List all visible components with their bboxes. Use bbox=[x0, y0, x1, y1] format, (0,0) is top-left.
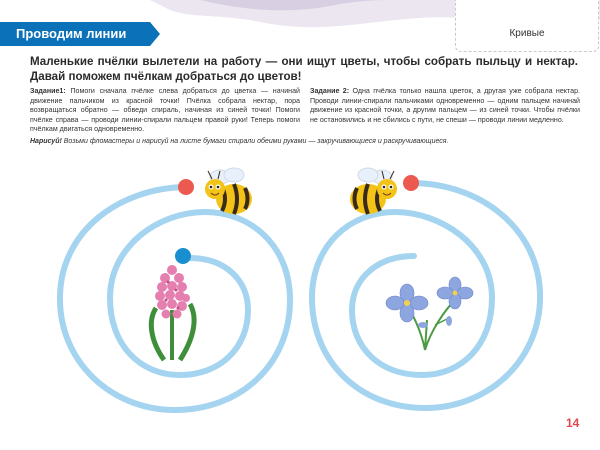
right-bee-icon bbox=[350, 168, 397, 214]
task-2-paragraph bbox=[310, 87, 580, 125]
right-start-dot bbox=[403, 175, 419, 191]
right-spiral bbox=[312, 183, 540, 408]
flax-flower-icon bbox=[386, 277, 473, 350]
left-spiral bbox=[60, 187, 290, 410]
left-end-dot bbox=[175, 248, 191, 264]
draw-note-text: Возьми фломастеры и нарисуй на листе бумаги спирали обеими руками — закручивающиеся и раскручивающиеся. bbox=[63, 138, 449, 145]
task-1-label: Задание1: bbox=[30, 87, 66, 95]
task-2-text: Одна пчёлка только нашла цветок, а другая уже собрала нектар. Проводи линии-спирали пальчиками одновременно — одним пальцем начинай движение из красной точки, а другим пальцем — из синей точки. Чтобы пчёлки не остановились и не сбились с пути, не спеши — проводи линии медленно. bbox=[310, 87, 580, 124]
topic-tag-label: Кривые bbox=[509, 28, 545, 39]
hyacinth-flower-icon bbox=[151, 265, 194, 360]
section-title: Проводим линии bbox=[16, 26, 127, 41]
draw-note-label: Нарисуй! bbox=[30, 138, 62, 145]
left-start-dot bbox=[178, 179, 194, 195]
spiral-exercise-artwork bbox=[0, 150, 600, 450]
page-number: 14 bbox=[566, 416, 580, 430]
intro-paragraph: Маленькие пчёлки вылетели на работу — они ищут цветы, чтобы собрать пыльцу и нектар. Давай поможем пчёлкам добраться до цветов! bbox=[30, 55, 578, 83]
task-1-text: Помоги сначала пчёлке слева добраться до цветка — начинай движение пальчиком из красной точки! Пчёлка собрала нектар, пора возвращаться обратно — обведи спираль, начиная из синей точки! Помоги пчёлке справа — проводи линии-спирали пальцем правой руки! Теперь помоги пчёлкам двигаться одновременно. bbox=[30, 87, 300, 134]
task-1-paragraph bbox=[30, 87, 300, 135]
draw-note bbox=[30, 138, 590, 145]
left-bee-icon bbox=[205, 168, 252, 214]
task-2-label: Задание 2: bbox=[310, 87, 350, 95]
topic-tag-box bbox=[455, 0, 599, 52]
